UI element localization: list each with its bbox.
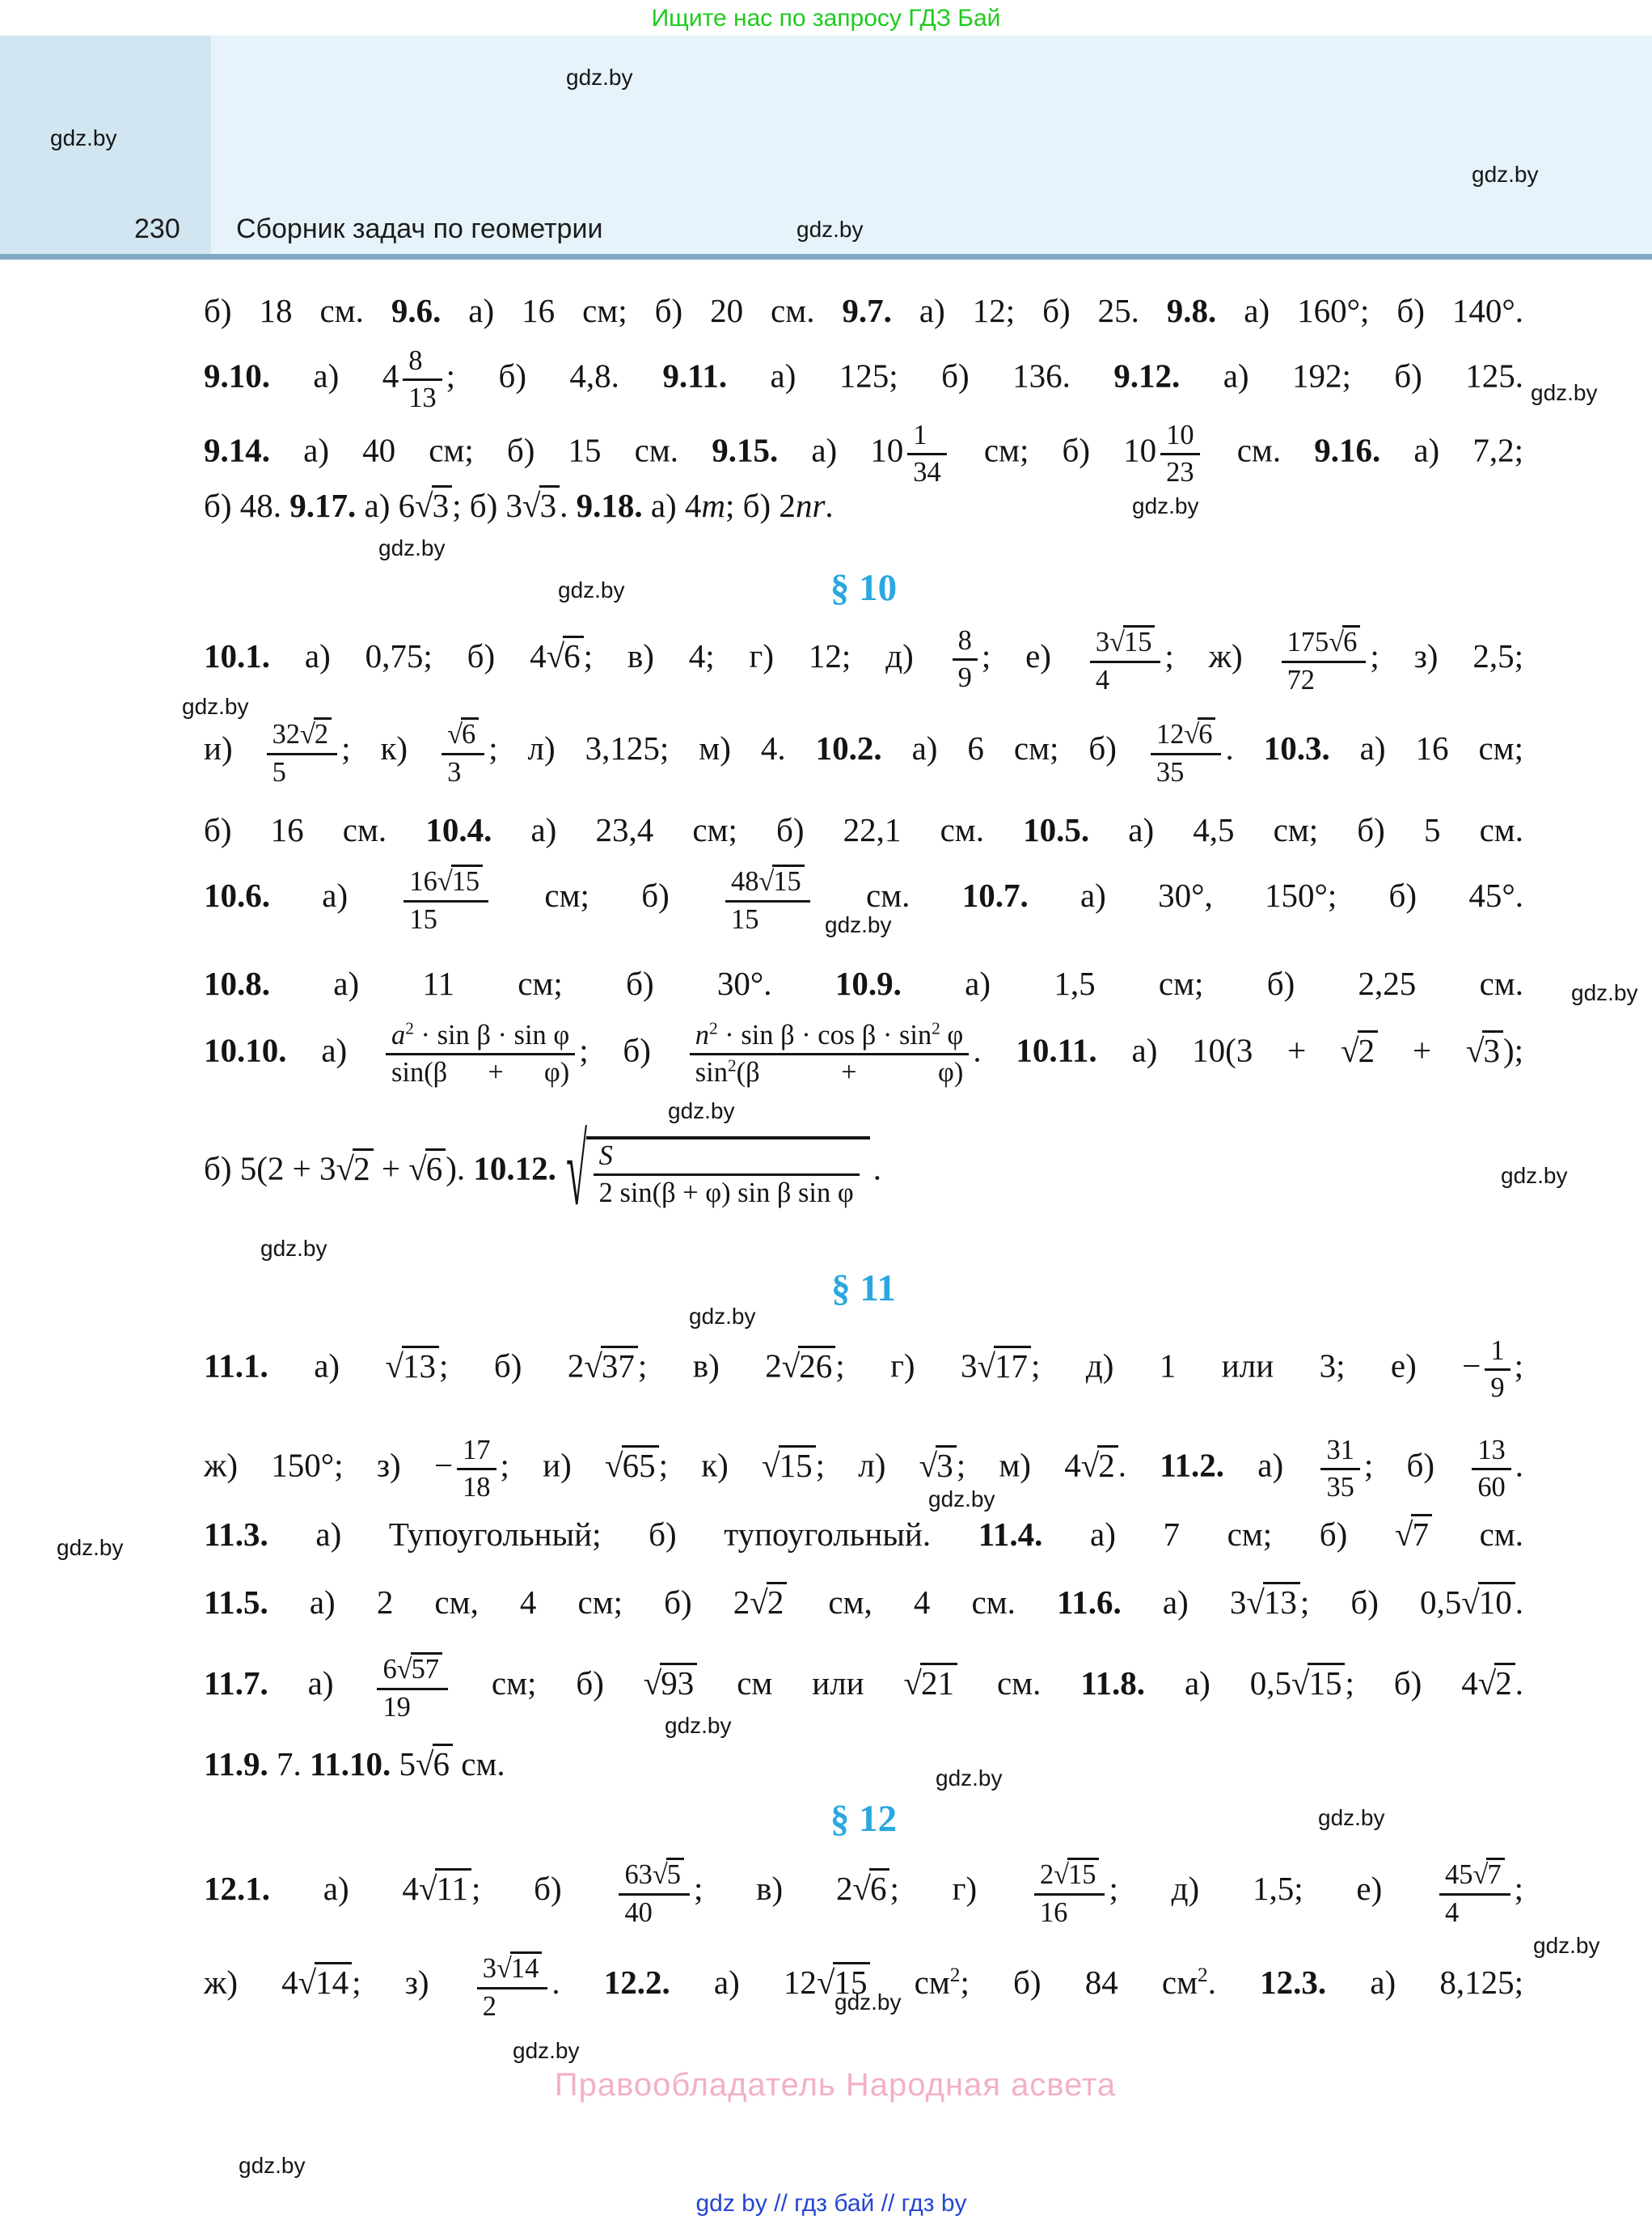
gdzby-watermark: gdz.by <box>260 1236 327 1261</box>
answer-line-9c: 9.14. а) 40 см; б) 15 см. 9.15. а) 10 $\frac{1}{34}$ см; б) 10 $\frac{10}{23}$ см. 9.16. а) 7,2; <box>204 420 1523 488</box>
answer-line-9b: 9.10. а) 4 $\frac{8}{13}$ ; б) 4,8. 9.11. а) 125; б) 136. 9.12. а) 192; б) 125. <box>204 345 1523 414</box>
top-banner-text: Ищите нас по запросу ГДЗ Бай <box>651 5 1001 32</box>
gdzby-watermark: gdz.by <box>558 577 625 603</box>
gdzby-watermark: gdz.by <box>928 1486 995 1512</box>
book-title: Сборник задач по геометрии <box>236 214 603 244</box>
gdzby-watermark: gdz.by <box>1318 1805 1385 1830</box>
gdzby-watermark: gdz.by <box>1472 162 1539 187</box>
gdzby-watermark: gdz.by <box>668 1098 735 1123</box>
answer-line-12b: ж) 4√14; з) $\frac{3√14}{2}$ . 12.2. а) 12√15 $см^2$; б) 84 $см^2$. 12.3. а) 8,125; <box>204 1951 1523 2021</box>
answer-line-11e: 11.7. а) $\frac{6√57}{19}$ см; б) √93 см или √21 см. 11.8. а) 0,5√15; б) 4√2. <box>204 1651 1523 1722</box>
gdzby-watermark: gdz.by <box>1531 380 1598 405</box>
copyright-notice: Правообладатель Народная асвета <box>554 2067 1117 2103</box>
answer-line-11b: ж) 150°; з) − $\frac{17}{18}$ ; и) √65; к) √15; л) √3; м) 4√2. 11.2. а) $\frac{31}{35}$ ; б) $\frac{13}{60}$ . <box>204 1435 1523 1503</box>
gdzby-watermark: gdz.by <box>378 535 446 560</box>
gdzby-watermark: gdz.by <box>1501 1163 1568 1188</box>
answer-line-11f: 11.9. 7. 11.10. 5√6 см. <box>204 1745 505 1782</box>
gdzby-watermark: gdz.by <box>513 2038 580 2063</box>
gdzby-watermark: gdz.by <box>689 1304 756 1329</box>
answer-line-10c: б) 16 см. 10.4. а) 23,4 см; б) 22,1 см. 10.5. а) 4,5 см; б) 5 см. <box>204 811 1523 848</box>
answer-line-10f: 10.10. а) $\frac{a^2 \cdot \sin \beta \cdot \sin \varphi}{\sin(\beta + \varphi)}$ ; б) $\frac{n^2 \cdot \sin \beta \cdot \cos \beta \cdot \sin^2 \varphi}{\sin^2(\beta + \varphi)}$ . 10.11. а) 10(3 + √2 + √3); <box>204 1018 1523 1089</box>
answer-line-10b: и) $\frac{32√2}{5}$ ; к) $\frac{√6}{3}$ ; л) 3,125; м) 4. 10.2. а) 6 см; б) $\frac{12√6}{35}$ . 10.3. а) 16 см; <box>204 717 1523 787</box>
answer-line-10d: 10.6. а) $\frac{16√15}{15}$ см; б) $\frac{48√15}{15}$ см. 10.7. а) 30°, 150°; б) 45°. <box>204 864 1523 934</box>
gdzby-watermark: gdz.by <box>566 65 633 90</box>
answer-line-11d: 11.5. а) 2 см, 4 см; б) 2√2 см, 4 см. 11.6. а) 3√13; б) 0,5√10. <box>204 1583 1524 1621</box>
gdzby-watermark: gdz.by <box>665 1713 732 1738</box>
answer-line-10g: б) 5(2 + 3√2 + √6). 10.12. √ $\frac{S}{\text{2 sin(β + φ) sin β sin φ}}$ . <box>204 1114 881 1226</box>
gdzby-watermark: gdz.by <box>936 1765 1003 1791</box>
gdzby-watermark: gdz.by <box>182 694 249 719</box>
answer-line-9d: б) 48. 9.17. а) 6√3; б) 3√3. 9.18. а) 4m; б) 2nr. <box>204 487 834 524</box>
section-heading-10: § 10 <box>830 567 898 609</box>
gdzby-watermark: gdz.by <box>825 912 892 937</box>
answer-line-12a: 12.1. а) 4√11; б) $\frac{63√5}{40}$ ; в) 2√6; г) $\frac{2√15}{16}$ ; д) 1,5; е) $\frac{45√7}{4}$ ; <box>204 1857 1523 1927</box>
gdzby-watermark: gdz.by <box>1533 1933 1600 1958</box>
answer-line-11a: 11.1. а) √13; б) 2√37; в) 2√26; г) 3√17; д) 1 или 3; е) − $\frac{1}{9}$ ; <box>204 1335 1523 1404</box>
answer-line-10e: 10.8. а) 11 см; б) 30°. 10.9. а) 1,5 см; б) 2,25 см. <box>204 965 1523 1002</box>
answer-line-9a: б) 18 см. 9.6. а) 16 см; б) 20 см. 9.7. а) 12; б) 25. 9.8. а) 160°; б) 140°. <box>204 292 1523 329</box>
footer-links[interactable]: gdz by // гдз бай // гдз by <box>695 2190 967 2217</box>
page-number: 230 <box>134 214 180 244</box>
gdzby-watermark: gdz.by <box>1571 980 1638 1005</box>
gdzby-watermark: gdz.by <box>50 125 117 150</box>
section-heading-12: § 12 <box>830 1798 898 1840</box>
gdzby-watermark: gdz.by <box>57 1535 124 1560</box>
section-heading-11: § 11 <box>831 1267 896 1309</box>
gdzby-watermark: gdz.by <box>834 1989 902 2015</box>
answer-line-10a: 10.1. а) 0,75; б) 4√6; в) 4; г) 12; д) $\frac{8}{9}$ ; е) $\frac{3√15}{4}$ ; ж) $\frac{175√6}{72}$ ; з) 2,5; <box>204 625 1523 696</box>
gdzby-watermark: gdz.by <box>1132 493 1199 518</box>
gdzby-watermark: gdz.by <box>796 217 864 242</box>
gdzby-watermark: gdz.by <box>239 2153 306 2178</box>
answer-line-11c: 11.3. а) Тупоугольный; б) тупоугольный. 11.4. а) 7 см; б) √7 см. <box>204 1516 1523 1553</box>
